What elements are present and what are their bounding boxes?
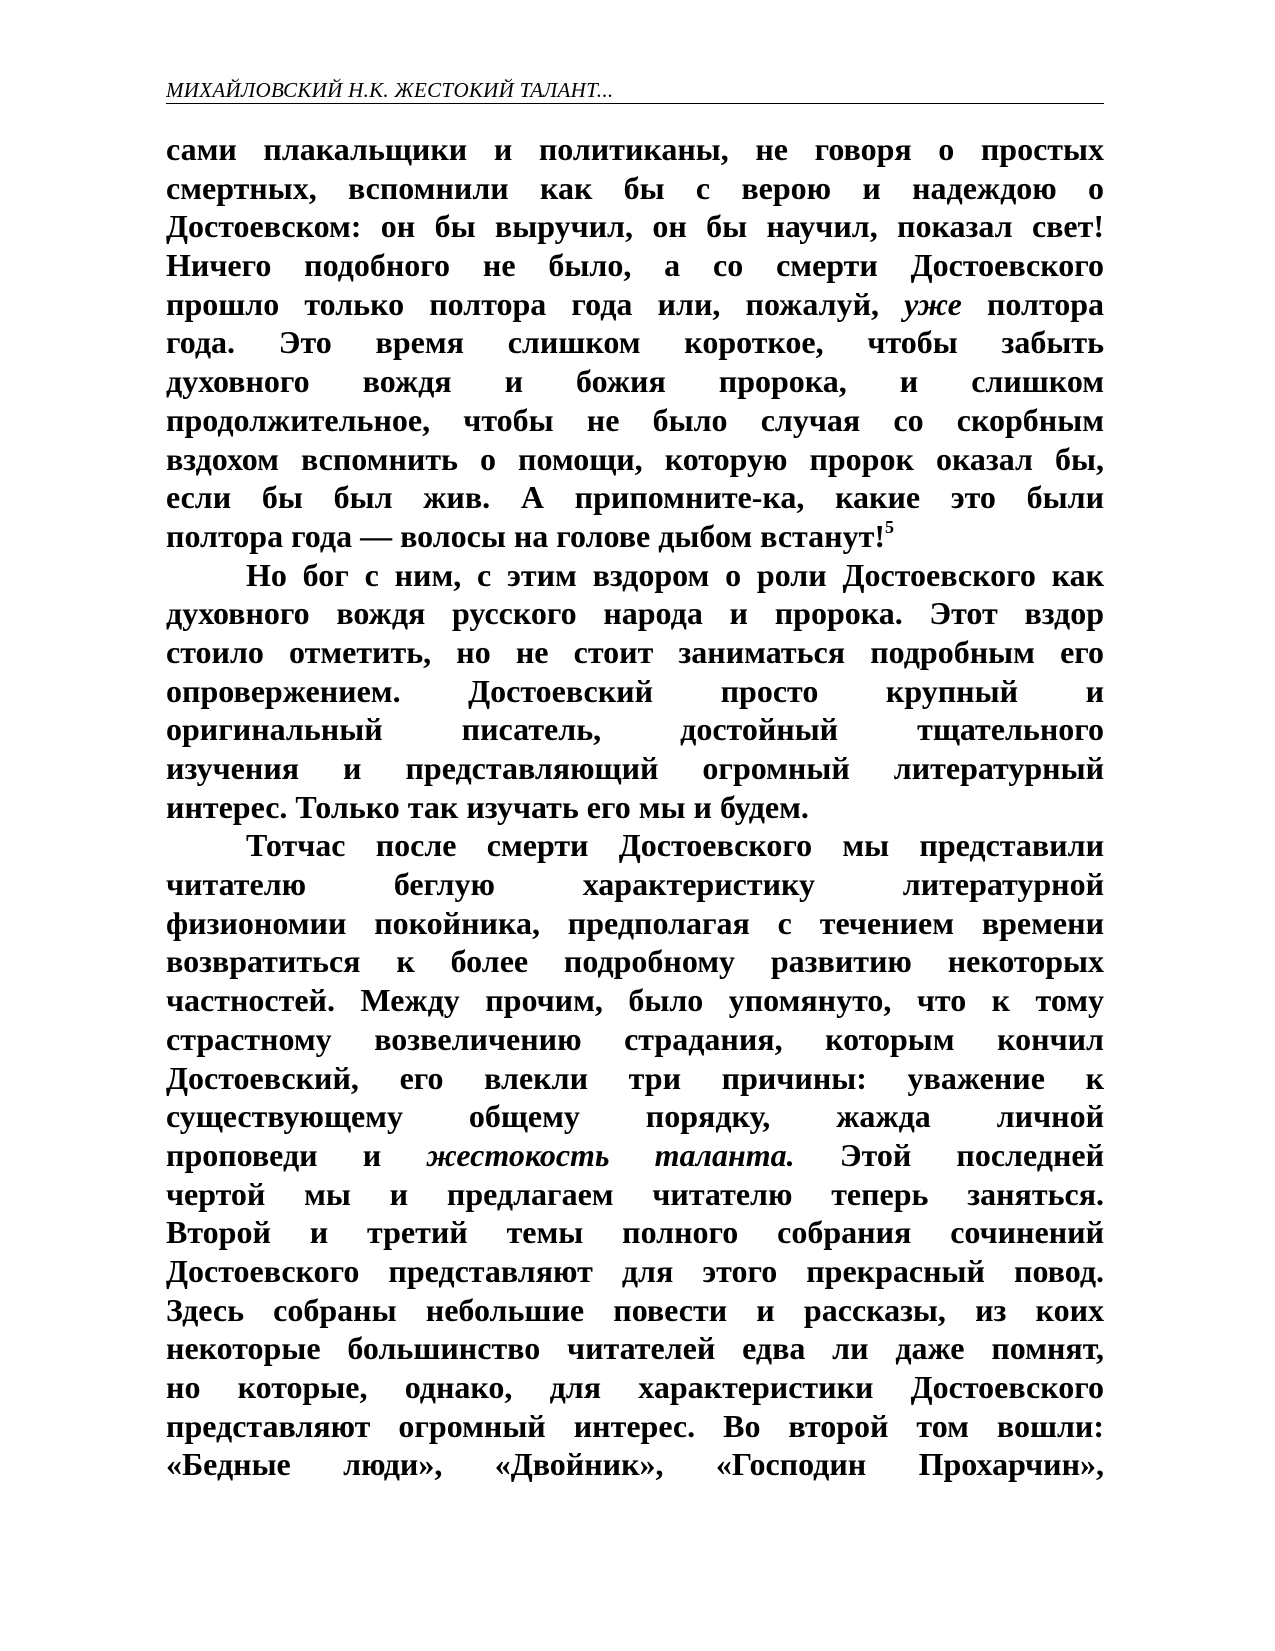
text-line: если бы был жив. А припомните-ка, какие это были bbox=[166, 479, 1104, 516]
text-run: Этой последней bbox=[839, 1136, 1104, 1173]
text-line: изучения и представляющий огромный литературный bbox=[166, 750, 1104, 786]
paragraph-1 bbox=[166, 130, 1104, 556]
text-line: возвратиться к более подробному развитию некоторых bbox=[166, 943, 1104, 980]
text-line bbox=[166, 517, 1104, 556]
text-line: года. Это время слишком короткое, чтобы забыть bbox=[166, 324, 1104, 361]
text-line: духовного вождя русского народа и пророка. Этот вздор bbox=[166, 595, 1104, 632]
text-line: оригинальный писатель, достойный тщательного bbox=[166, 711, 1104, 748]
text-run: прошло только полтора года или, пожалуй, bbox=[166, 285, 880, 322]
text-line: Достоевский, его влекли три причины: уважение к bbox=[166, 1059, 1104, 1096]
text-line: Здесь собраны небольшие повести и рассказы, из коих bbox=[166, 1291, 1104, 1328]
text-line: физиономии покойника, предполагая с течением времени bbox=[166, 904, 1104, 941]
text-line: духовного вождя и божия пророка, и слишком bbox=[166, 363, 1104, 400]
text-line: чертой мы и предлагаем читателю теперь заняться. bbox=[166, 1175, 1104, 1212]
text-line: читателю беглую характеристику литературной bbox=[166, 866, 1104, 903]
text-line: продолжительное, чтобы не было случая со скорбным bbox=[166, 401, 1104, 438]
text-line bbox=[166, 285, 1104, 324]
page-body bbox=[166, 130, 1104, 1484]
text-line: Достоевском: он бы выручил, он бы научил, показал свет! bbox=[166, 208, 1104, 245]
text-line: представляют огромный интерес. Во второй том вошли: bbox=[166, 1407, 1104, 1444]
text-line: частностей. Между прочим, было упомянуто, что к тому bbox=[166, 982, 1104, 1019]
text-line: Второй и третий темы полного собрания сочинений bbox=[166, 1214, 1104, 1251]
text-line bbox=[166, 1136, 1104, 1175]
text-line: интерес. Только так изучать его мы и будем. bbox=[166, 788, 809, 825]
text-line: «Бедные люди», «Двойник», «Господин Прохарчин», bbox=[166, 1446, 1104, 1483]
text-line: Но бог с ним, с этим вздором о роли Достоевского как bbox=[246, 556, 1104, 593]
emphasis: жестокость таланта. bbox=[426, 1136, 795, 1173]
text-line: опровержением. Достоевский просто крупный и bbox=[166, 672, 1104, 709]
header-rule bbox=[166, 103, 1104, 104]
text-line: некоторые большинство читателей едва ли даже помнят, bbox=[166, 1330, 1104, 1367]
text-line: Тотчас после смерти Достоевского мы представили bbox=[246, 827, 1104, 864]
text-line: сами плакальщики и политиканы, не говоря о простых bbox=[166, 131, 1104, 167]
text-line: страстному возвеличению страдания, которым кончил bbox=[166, 1020, 1104, 1057]
text-line: вздохом вспомнить о помощи, которую пророк оказал бы, bbox=[166, 440, 1104, 477]
text-line: Достоевского представляют для этого прекрасный повод. bbox=[166, 1252, 1104, 1289]
text-run: полтора года — волосы на голове дыбом встанут! bbox=[166, 517, 885, 554]
text-run: проповеди и bbox=[166, 1136, 382, 1173]
text-line: существующему общему порядку, жажда личной bbox=[166, 1098, 1104, 1135]
text-line: стоило отметить, но не стоит заниматься подробным его bbox=[166, 633, 1104, 670]
paragraph-3 bbox=[166, 826, 1104, 1484]
footnote-ref[interactable]: 5 bbox=[884, 516, 894, 537]
text-run: полтора bbox=[986, 285, 1104, 322]
text-line: смертных, вспомнили как бы с верою и надеждою о bbox=[166, 169, 1104, 206]
paragraph-2 bbox=[166, 556, 1104, 827]
text-line: но которые, однако, для характеристики Достоевского bbox=[166, 1369, 1104, 1405]
emphasis: уже bbox=[904, 285, 962, 322]
running-header: МИХАЙЛОВСКИЙ Н.К. ЖЕСТОКИЙ ТАЛАНТ... bbox=[166, 78, 614, 102]
text-line: Ничего подобного не было, а со смерти Достоевского bbox=[166, 247, 1104, 284]
